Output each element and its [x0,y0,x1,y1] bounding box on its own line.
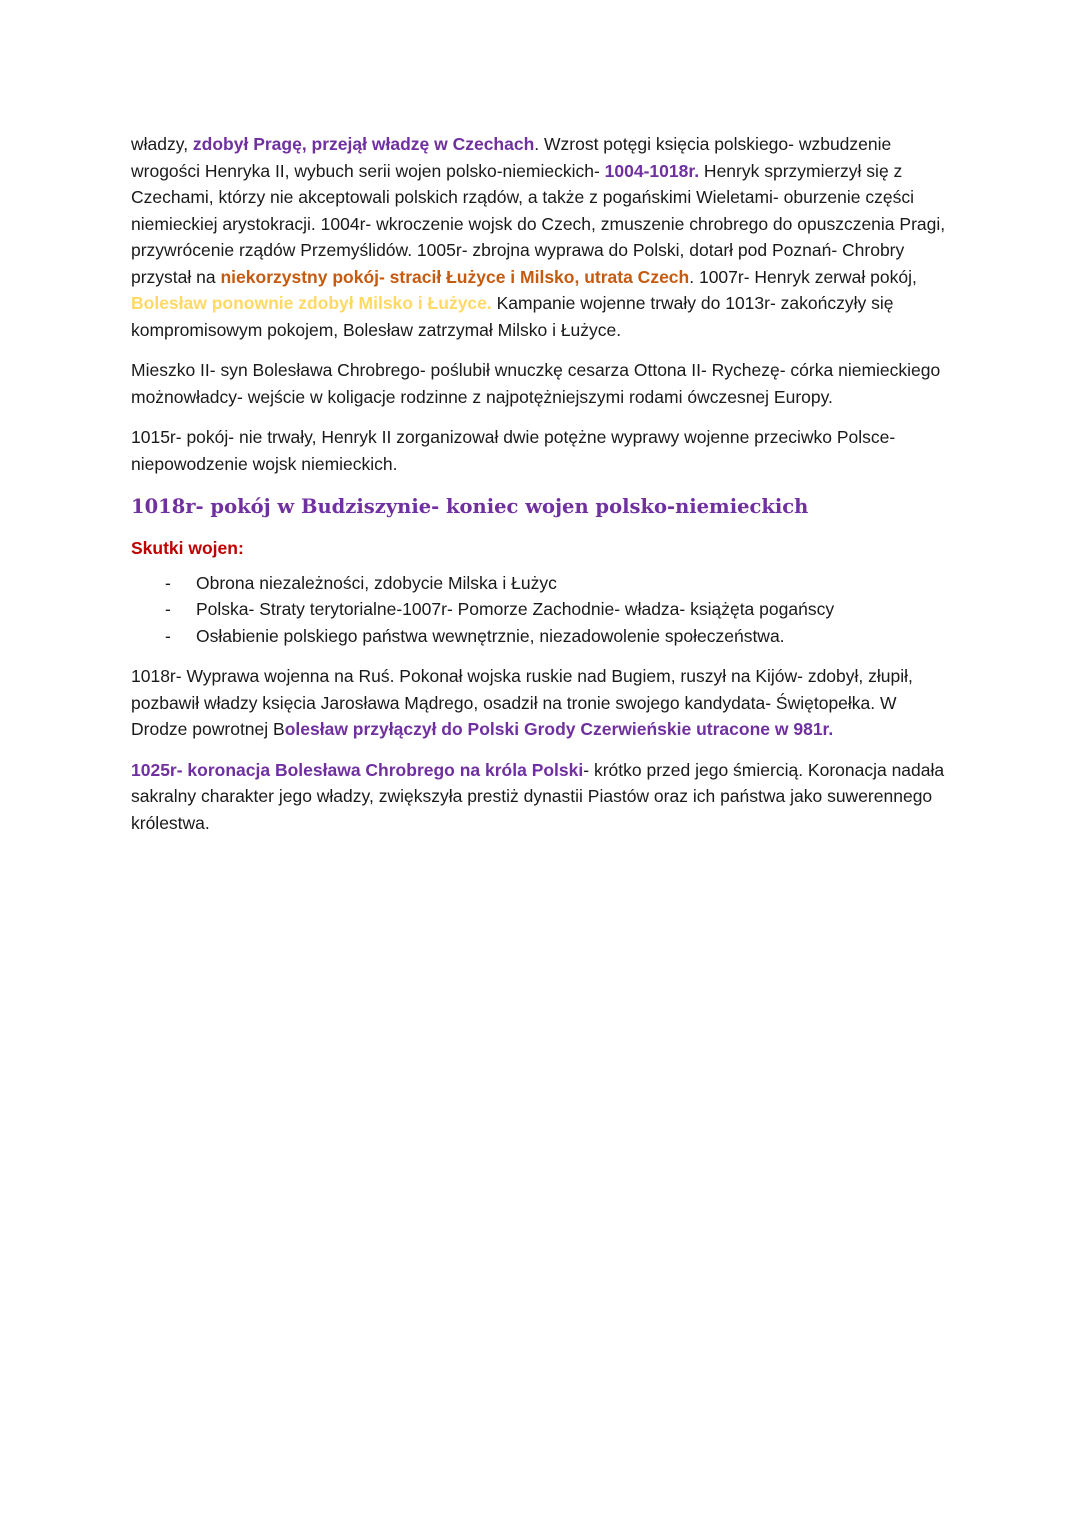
highlight-reconquest: Bolesław ponownie zdobył Milsko i Łużyce. [131,293,492,313]
section-heading: 1018r- pokój w Budziszynie- koniec wojen polsko-niemieckich [131,495,809,518]
list-item-text: Obrona niezależności, zdobycie Milska i Łużyc [196,572,557,593]
list-item [131,570,951,597]
text-segment: Henryk sprzymierzył się z Czechami, którzy nie akceptowali polskich rządów, a także z pogańskimi Wieletami- oburzenie części niemieckiej arystokracji. 1004r- wkroczenie wojsk do Czech, zmuszenie chrobrego do opuszczenia Pragi, przywrócenie rządów Przemyślidów. 1005r- zbrojna wyprawa do Polski, dotarł pod Poznań- Chrobry przystał na [131,160,946,287]
document-page [131,131,951,850]
text-segment: władzy, [131,134,193,154]
dash-bullet: - [165,572,171,593]
list-item-text: Polska- Straty terytorialne-1007r- Pomorze Zachodnie- władza- książęta pogańscy [196,599,835,619]
text-segment: 1018r- Wyprawa wojenna na Ruś. Pokonał wojska ruskie nad Bugiem, ruszył na Kijów- zdobył, złupił, pozbawił władzy księcia Jarosława Mądrego, osadził na tronie swojego kandydata- Świętopełka. W Drodze powrotnej B [131,666,913,739]
highlight-czerwien-towns: olesław przyłączył do Polski Grody Czerwieńskie utracone w 981r. [284,719,834,739]
text-segment: Kampanie wojenne trwały do 1013r- zakończyły się kompromisowym pokojem, Bolesław zatrzymał Milsko i Łużyce. [131,293,894,340]
effects-title: Skutki wojen: [131,538,244,558]
paragraph-mieszko-ii: Mieszko II- syn Bolesława Chrobrego- poślubił wnuczkę cesarza Ottona II- Rychezę- córka niemieckiego możnowładcy- wejście w koligacje rodzinne z najpotężniejszymi rodami ówczesnej Europy. [131,360,941,407]
highlight-coronation: 1025r- koronacja Bolesława Chrobrego na króla Polski [131,759,584,780]
dash-bullet: - [165,599,171,619]
highlight-years: 1004-1018r. [604,160,700,181]
effects-list [131,570,951,650]
highlight-unfavorable-peace: niekorzystny pokój- stracił Łużyce i Milsko, utrata Czech [220,266,690,287]
highlight-prague: zdobył Pragę, przejął władzę w Czechach [192,134,535,154]
text-segment: . 1007r- Henryk zerwał pokój, [689,266,917,287]
list-item [131,623,951,650]
list-item-text: Osłabienie polskiego państwa wewnętrznie, niezadowolenie społeczeństwa. [196,625,785,646]
paragraph-coronation [131,757,951,837]
list-item [131,596,951,623]
text-segment: . Wzrost potęgi księcia polskiego- wzbudzenie wrogości Henryka II, wybuch serii wojen polsko-niemieckich- [131,134,892,181]
paragraph-1015: 1015r- pokój- nie trwały, Henryk II zorganizował dwie potężne wyprawy wojenne przeciwko Polsce- niepowodzenie wojsk niemieckich. [131,427,896,474]
paragraph-rus-expedition [131,663,951,743]
dash-bullet: - [165,625,171,646]
text-segment: - krótko przed jego śmiercią. Koronacja nadała sakralny charakter jego władzy, zwiększyła prestiż dynastii Piastów oraz ich państwa jako suwerennego królestwa. [131,759,945,833]
paragraph-wars-1004-1018 [131,131,951,343]
